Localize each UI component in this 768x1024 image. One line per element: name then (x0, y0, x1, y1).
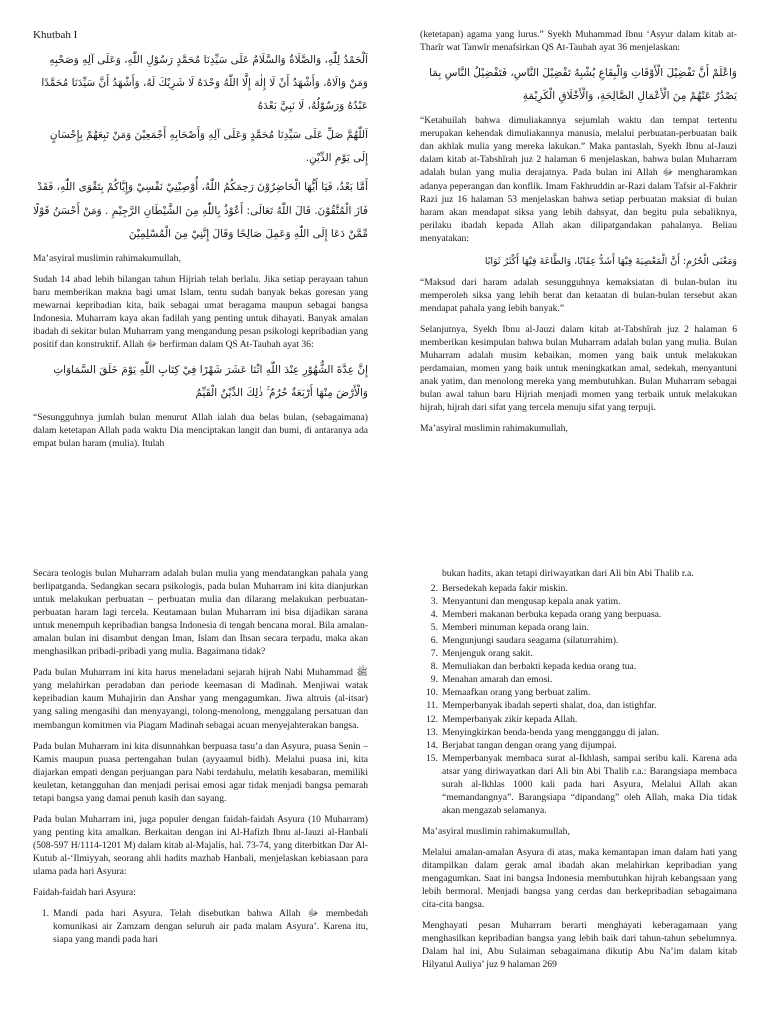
list-item-text: Memperbanyak membaca surat al-Ikhlash, sampai seribu kali. Karena ada atsar yang diriwayatkan dari Ali bin Abi Thalib r.a.: Barangsiapa membaca surah al-Ikhlas 1000 kali pada hari Asyura, Melalui Allah akan “memandangnya”. Barangsiapa “dipandang” oleh Allah, maka Dia tidak akan mengazab selamanya. (442, 752, 737, 816)
list-item-number: 8. (430, 661, 438, 673)
list-item-number: 5. (430, 622, 438, 634)
list-item (422, 673, 737, 686)
arabic-opening: اَلْحَمْدُ لِلّٰهِ، وَالصَّلَاةُ وَالسَّلَامُ عَلَى سَيِّدِنَا مُحَمَّدٍ رَسُوْلِ اللّٰهِ، وَعَلَى آلِهِ وَصَحْبِهِ وَمَنْ وَالَاهُ، وَأَشْهَدُ أَنْ لَا إِلٰهَ إِلَّا اللّٰهُ وَحْدَهُ لَا شَرِيْكَ لَهُ، وَأَشْهَدُ أَنَّ سَيِّدَنَا مُحَمَّدًا عَبْدُهُ وَرَسُوْلُهُ، لَا نَبِيَّ بَعْدَهُ (41, 53, 368, 113)
list-item-number: 13. (426, 726, 438, 738)
list-item-text: Menyantuni dan mengusap kepala anak yatim. (442, 596, 621, 608)
list-item-number: 3. (430, 596, 438, 608)
list-item-text: Menahan amarah dan emosi. (442, 674, 553, 686)
column-top-right (420, 28, 737, 533)
conclusion-paragraph: Selanjutnya, Syekh Ibnu al-Jauzi dalam kitab at-Tabshîrah juz 2 halaman 6 memberikan kesimpulan bahwa bulan Muharram adalah bulan yang mulia. Bulan Muharram adalah musim kebaikan, momen yang baik untuk melakukan perdamaian, momen yang baik untuk meningkatkan amal, sedekah, menyantuni anak yatim, dan menolong mereka yang membutuhkan. Bulan Muharram sebagai bulan awal tahun baru Hijriah menjadi momen yang terbaik untuk melakukan hijrah, hijrah dari sifat yang tercela menuju sifat yang terpuji. (420, 323, 737, 414)
khutbah-title: Khutbah I (33, 29, 78, 41)
asyura-paragraph: Pada bulan Muharram ini, juga populer dengan faidah-faidah Asyura (10 Muharram) yang penting kita amalkan. Berkaitan dengan ini Al-Hafizh Ibnu al-Jauzi al-Hanbali (508-597 H/1114-1201 M) dalam kitab al-Majalis, hal. 73-74, yang diterbitkan Dar Al-Kutub al-‘Ilmiyyah, seorang ahli hadits mazhab Hanbali, menjelaskan kebiasaan para ulama pada hari Asyura: (33, 813, 368, 877)
theology-paragraph: Secara teologis bulan Muharram adalah bulan mulia yang mendatangkan pahala yang berlipatganda. Sedangkan secara psikologis, pada bulan Muharram ini kita dianjurkan untuk melakukan perbuatan – perbuatan mulia dan dilarang melakukan perbuatan-perbuatan haram lagi tercela. Keutamaan bulan Muharram ini bisa dijadikan sarana untuk menempuh kepribadian bangsa Indonesia di tengah bencana moral. Bila amalan-amalan bulan ini disambut dengan Iman, Islam dan Ihsan secara terpadu, maka akan menghasilkan pribadi-pribadi yang mulia. Bagaimana tidak? (33, 568, 368, 658)
list-item (422, 634, 737, 647)
arabic-verse-taubah-36: إِنَّ عِدَّةَ الشُّهُوْرِ عِنْدَ اللّٰهِ اثْنَا عَشَرَ شَهْرًا فِيْ كِتَابِ اللّٰهِ يَوْمَ خَلَقَ السَّمَاوَاتِ وَالْأَرْضَ مِنْهَا أَرْبَعَةٌ حُرُمٌ ۚ ذٰلِكَ الدِّيْنُ الْقَيِّمُ (53, 364, 368, 400)
list-item-text: Berjabat tangan dengan orang yang dijumpai. (442, 739, 617, 751)
column-bottom-left (33, 567, 368, 1024)
list-item (422, 752, 737, 817)
razi-translation-paragraph: “Maksud dari haram adalah sesungguhnya kemaksiatan di bulan-bulan itu memperoleh siksa yang lebih berat dan ketaatan di bulan-bulan tersebut akan mendapat pahala yang lebih banyak.” (420, 276, 737, 314)
intro-paragraph: Sudah 14 abad lebih bilangan tahun Hijriah telah berlalu. Jika setiap perayaan tahun baru memberikan makna bagi umat Islam, tentu sudah banyak bekas goresan yang mewarnai kepribadian kita, baik sebagai umat beragama maupun sebagai bangsa Indonesia. Muharram kaya akan fadilah yang penting untuk dihayati. Banyak amalan ibadah di sekitar bulan Muharram yang mengandung pesan psikologi kepribadian yang positif dan konstruktif. Allah ﷻ berfirman dalam QS At-Taubah ayat 36: (33, 273, 368, 350)
arabic-razi-quote: وَمَعْنَى الْحُرُمِ: أَنَّ الْمَعْصِيَةَ فِيْهَا أَشَدُّ عِقَابًا، وَالطَّاعَةَ فِيْهَا أَكْثَرُ ثَوَابًا (484, 255, 737, 267)
list-item (422, 686, 737, 699)
list-item-number: 12. (426, 713, 438, 725)
list-item-text: Memperbanyak ibadah seperti shalat, doa, dan istighfar. (442, 700, 657, 712)
tafsir-intro-paragraph: (ketetapan) agama yang lurus.” Syekh Muhammad Ibnu ‘Asyur dalam kitab at-Tharîr wat Tanwîr menafsirkan QS At-Taubah ayat 36 menjelaskan: (420, 29, 737, 54)
faidah-list (422, 582, 737, 817)
greeting-paragraph: Ma’asyiral muslimin rahimakumullah, (33, 252, 181, 264)
list-item-text: Memperbanyak zikir kepada Allah. (442, 713, 578, 725)
list-item-number: 2. (430, 583, 438, 595)
list-item-number: 9. (430, 674, 438, 686)
list-item-text: Memberi minuman kepada orang lain. (442, 622, 589, 634)
list-item (422, 621, 737, 634)
verse-translation-paragraph: “Sesungguhnya jumlah bulan menurut Allah ialah dua belas bulan, (sebagaimana) dalam ketetapan Allah pada waktu Dia menciptakan langit dan bumi, di antaranya ada empat bulan haram (mulia). Itulah (33, 412, 368, 450)
list-item-number: 11. (426, 700, 438, 712)
greeting-paragraph-2: Ma’asyiral muslimin rahimakumullah, (420, 423, 568, 435)
list-item-text: Memaafkan orang yang berbuat zalim. (442, 687, 591, 699)
arabic-tafsir-quote: وَاعْلَمْ أَنَّ تَفْضِيْلَ الْأَوْقَاتِ وَالْبِقَاعِ يُشْبِهُ تَفْضِيْلَ النَّاسِ، فَتَفْضِيْلُ النَّاسِ بِمَا يَصْدُرُ عَنْهُمْ مِنَ الْأَعْمَالِ الصَّالِحَةِ، وَالْأَخْلَاقِ الْكَرِيْمَةِ (429, 67, 737, 103)
list-item (422, 726, 737, 739)
list-item (33, 907, 368, 946)
column-bottom-right (422, 567, 737, 1024)
greeting-paragraph-3: Ma’asyiral muslimin rahimakumullah, (422, 825, 570, 837)
amalan-paragraph: Melalui amalan-amalan Asyura di atas, maka kemantapan iman dalam hati yang ditampilkan dalam gerak amal ibadah akan melahirkan kepribadian yang mengagumkan. Saat ini bangsa Indonesia membutuhkan hijrah kebangsaan yang lebih bermoral. Menjadi bangsa yang cerdas dan berkepribadian sebagaimana cita-cita bangsa. (422, 846, 737, 911)
list-item-text: Menyingkirkan benda-benda yang mengganggu di jalan. (442, 726, 659, 738)
list-continuation: bukan hadits, akan tetapi diriwayatkan dari Ali bin Abi Thalib r.a. (442, 568, 694, 579)
pesan-muharram-paragraph: Menghayati pesan Muharram berarti menghayati keberagamaan yang menghasilkan kepribadian bangsa yang lebih baik dari tahun-tahun sebelumnya. Dalam hal ini, Abu Sulaiman sebagaimana dikutip Abu Na’im dalam kitab Hilyatul Auliya’ juz 9 halaman 269 (422, 920, 737, 971)
faidah-heading: Faidah-faidah hari Asyura: (33, 887, 136, 899)
list-item-number: 7. (430, 648, 438, 660)
list-item-text: Mengunjungi saudara seagama (silaturrahim). (442, 635, 619, 647)
list-item-text: Bersedekah kepada fakir miskin. (442, 583, 568, 595)
list-item (422, 713, 737, 726)
list-item-number: 1. (41, 908, 49, 920)
column-top-left (33, 28, 368, 533)
tafsir-explanation-paragraph: “Ketahuilah bahwa dimuliakannya sejumlah waktu dan tempat tertentu merupakan kehendak dimuliakannya manusia, melalui perbuatan-perbuatan baik dan akhlak mulia yang mereka lakukan.” Maka pantaslah, Syekh Ibnu al-Jauzi dalam kitab at-Tabshîrah juz 2 halaman 6 menjelaskan, bahwa bulan Muharram adalah bulan yang mulia derajatnya. Pada bulan ini Allah ﷻ mengharamkan adanya peperangan dan konflik. Imam Fakhruddin ar-Razi dalam Tafsir al-Fakhrir Razi juz 16 halaman 53 menjelaskan bahwa setiap perbuatan maksiat di bulan haram akan mendapat siksa yang lebih dahsyat, dan begitu pula sebaliknya, perilaku ibadah kepada Allah akan dilipatgandakan pahalanya. Beliau menyatakan: (420, 115, 737, 244)
list-item (422, 660, 737, 673)
list-item-text: Memberi makanan berbuka kepada orang yang berpuasa. (442, 609, 662, 621)
list-item-number: 10. (426, 687, 438, 699)
list-item-number: 6. (430, 635, 438, 647)
list-item-number: 14. (426, 739, 438, 751)
list-item-text: Memuliakan dan berbakti kepada kedua orang tua. (442, 661, 637, 673)
list-item-number: 15. (426, 752, 438, 764)
list-item (422, 608, 737, 621)
list-item-text: Mandi pada hari Asyura. Telah disebutkan bahwa Allah ﷻ membedah komunikasi air Zamzam dengan seluruh air pada malam Asyura’. Karena itu, siapa yang mandi pada hari (53, 908, 368, 946)
list-item (422, 739, 737, 752)
list-item (422, 582, 737, 595)
arabic-salawat: اَللّٰهُمَّ صَلِّ عَلَى سَيِّدِنَا مُحَمَّدٍ وَعَلَى آلِهِ وَأَصْحَابِهِ أَجْمَعِيْنَ وَمَنْ تَبِعَهُمْ بِإِحْسَانٍ إِلَى يَوْمِ الدِّيْنِ. (49, 129, 368, 165)
hijrah-paragraph: Pada bulan Muharram ini kita harus meneladani sejarah hijrah Nabi Muhammad ﷺ yang melahirkan peradaban dan periode keemasan di Madinah. Menjiwai watak kepribadian kaum Muhajirin dan Anshar yang mengagumkan. Jiwa altruis (al-itsar) yang saling mengasihi dan menyayangi, tolong-menolong, menggalang persatuan dan membangun komitmen via Piagam Madinah sebagai acuan menyejahterakan bangsa. (33, 667, 368, 731)
list-item (422, 699, 737, 712)
list-item (422, 595, 737, 608)
list-item (422, 647, 737, 660)
arabic-wasiat: أَمَّا بَعْدُ، فَيَا أَيُّهَا الْحَاضِرُوْنَ رَحِمَكُمُ اللّٰهُ، أُوْصِيْنِيْ نَفْسِيْ وَإِيَّاكُمْ بِتَقْوَى اللّٰهِ، فَقَدْ فَازَ الْمُتَّقُوْنَ. قَالَ اللّٰهُ تَعَالَى: أَعُوْذُ بِاللّٰهِ مِنَ الشَّيْطَانِ الرَّجِيْمِ . وَمَنْ أَحْسَنُ قَوْلًا مِّمَّنْ دَعَا إِلَى اللّٰهِ وَعَمِلَ صَالِحًا وَقَالَ إِنَّنِيْ مِنَ الْمُسْلِمِيْنَ (33, 181, 368, 240)
fasting-paragraph: Pada bulan Muharram ini kita disunnahkan berpuasa tasu’a dan Asyura, puasa Senin – Kamis maupun puasa pertengahan bulan (ayyaamul bidh). Melalui puasa ini, kita diajarkan empati dengan perjuangan para Nabi terdahulu, melatih kesabaran, memiliki keuletan, ketangguhan dan menjadi perisai emosi agar tidak menjadi bangsa pemarah tetapi bangsa yang damai penuh kasih dan sayang. (33, 740, 368, 804)
list-item-text: Menjenguk orang sakit. (442, 648, 533, 660)
list-item-number: 4. (430, 609, 438, 621)
faidah-list-start (33, 907, 368, 946)
